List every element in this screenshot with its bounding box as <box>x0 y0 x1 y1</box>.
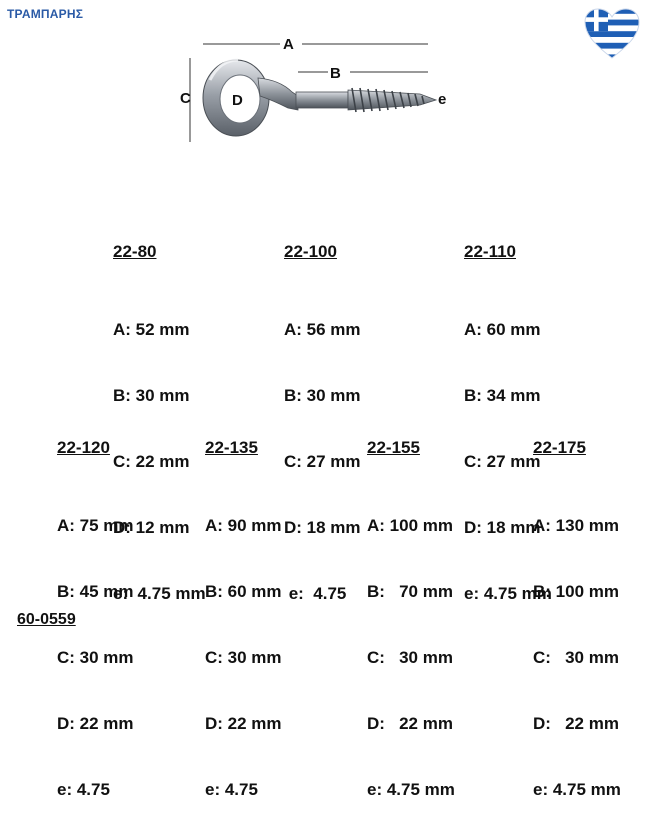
spec-line-c: C: 27 mm <box>284 452 361 471</box>
spec-line-b: B: 34 mm <box>464 386 541 405</box>
spec-line-e: e: 4.75 mm <box>533 780 621 799</box>
spec-line-a: A: 100 mm <box>367 516 453 535</box>
spec-line-d: D: 22 mm <box>205 714 282 733</box>
spec-line-c: C: 30 mm <box>205 648 282 667</box>
spec-line-d: D: 22 mm <box>533 714 619 733</box>
product-code: 22-100 <box>284 242 337 261</box>
spec-line-b: B: 70 mm <box>367 582 453 601</box>
spec-line-c: C: 30 mm <box>57 648 134 667</box>
spec-line-b: B: 30 mm <box>113 386 190 405</box>
product-spec-22-120 <box>57 393 134 823</box>
spec-line-a: A: 130 mm <box>533 516 619 535</box>
spec-line-b: B: 30 mm <box>284 386 361 405</box>
spec-line-e: e: 4.75 mm <box>464 584 552 603</box>
spec-line-a: A: 75 mm <box>57 516 134 535</box>
label-b: B <box>330 65 341 82</box>
spec-line-b: B: 60 mm <box>205 582 282 601</box>
spec-line-d: D: 22 mm <box>57 714 134 733</box>
spec-line-d: D: 12 mm <box>113 518 190 537</box>
spec-line-c: C: 30 mm <box>367 648 453 667</box>
product-code: 22-175 <box>533 438 586 457</box>
spec-line-c: C: 27 mm <box>464 452 541 471</box>
spec-line-c: C: 30 mm <box>533 648 619 667</box>
brand-logo: ΤΡΑΜΠΑΡΗΣ <box>7 7 84 21</box>
label-a: A <box>283 36 294 53</box>
spec-line-a: A: 52 mm <box>113 320 190 339</box>
spec-line-d: D: 18 mm <box>284 518 361 537</box>
label-d: D <box>232 92 243 109</box>
spec-line-d: D: 18 mm <box>464 518 541 537</box>
spec-line-e: e: 4.75 mm <box>367 780 455 799</box>
product-spec-22-100 <box>284 197 361 627</box>
spec-line-b: B: 45 mm <box>57 582 134 601</box>
label-e: e <box>438 91 447 108</box>
spec-line-e: e: 4.75 <box>57 780 110 799</box>
product-spec-22-155 <box>367 393 455 823</box>
product-code: 22-155 <box>367 438 420 457</box>
spec-line-e: e: 4.75 <box>284 584 347 603</box>
product-spec-22-175 <box>533 393 621 823</box>
product-code: 22-120 <box>57 438 110 457</box>
product-code: 22-80 <box>113 242 157 261</box>
spec-line-c: C: 22 mm <box>113 452 190 471</box>
label-c: C <box>180 90 191 107</box>
spec-line-d: D: 22 mm <box>367 714 453 733</box>
catalog-code: 60-0559 <box>17 611 76 628</box>
screw-eye-diagram <box>180 30 460 150</box>
greek-flag-heart-icon <box>584 8 640 60</box>
spec-line-a: A: 56 mm <box>284 320 361 339</box>
spec-line-a: A: 60 mm <box>464 320 541 339</box>
spec-line-e: e: 4.75 <box>205 780 258 799</box>
spec-line-a: A: 90 mm <box>205 516 282 535</box>
product-spec-22-135 <box>205 393 282 823</box>
spec-line-b: B: 100 mm <box>533 582 619 601</box>
spec-line-e: e: 4.75 mm <box>113 584 206 603</box>
product-code: 22-110 <box>464 242 516 261</box>
product-code: 22-135 <box>205 438 258 457</box>
